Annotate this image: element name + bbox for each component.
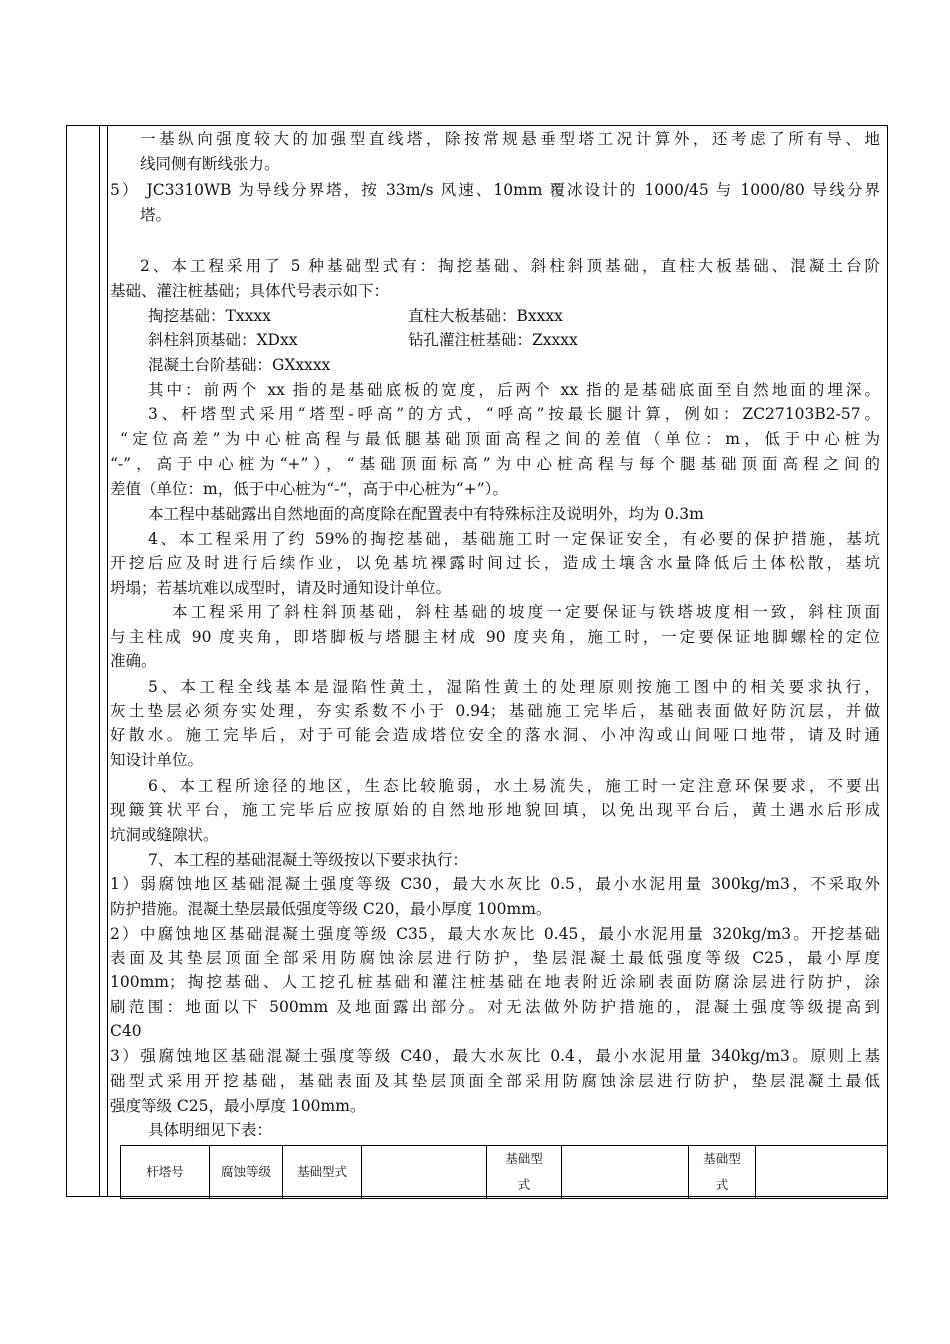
- header-cell-blank: [562, 1146, 689, 1199]
- header-cell-text: 基础型: [703, 1151, 741, 1166]
- paragraph-line: 强度等级 C25，最小厚度 100mm。: [110, 1097, 366, 1115]
- paragraph-line: 线同侧有断线张力。: [140, 155, 280, 173]
- detail-table: [120, 1145, 888, 1199]
- header-cell-corrosion-level: 腐蚀等级: [210, 1146, 283, 1199]
- code-entry: 钻孔灌注桩基础：Zxxxx: [408, 331, 578, 349]
- header-cell-blank: [362, 1146, 487, 1199]
- paragraph-line: 其中：前两个 xx 指的是基础底板的宽度，后两个 xx 指的是基础底面至自然地面的埋深。: [148, 381, 880, 399]
- paragraph-line: 开挖后应及时进行后续作业，以免基坑裸露时间过长，造成土壤含水量降低后土体松散，基坑: [110, 554, 880, 572]
- paragraph-line: 现簸箕状平台，施工完毕后应按原始的自然地形地貌回填，以免出现平台后，黄土遇水后形成: [110, 801, 880, 819]
- paragraph-line: 准确。: [110, 652, 157, 670]
- code-entry: 混凝土台阶基础：GXxxxx: [148, 356, 331, 374]
- paragraph-line: 100mm；掏挖基础、人工挖孔桩基础和灌注桩基础在地表附近涂刷表面防腐涂层进行防护，涂: [110, 973, 880, 991]
- table-header-row: [121, 1146, 888, 1199]
- header-cell-foundation-type-3: [689, 1146, 756, 1199]
- paragraph-line: C40: [110, 1022, 142, 1040]
- paragraph-line: “-”，高于中心桩为“+”），“基础顶面标高”为中心桩高程与每个腿基础顶面高程之间的: [110, 455, 880, 473]
- code-entry: 直柱大板基础：Bxxxx: [408, 307, 563, 325]
- paragraph-line: 防护措施。混凝土垫层最低强度等级 C20，最小厚度 100mm。: [110, 900, 552, 918]
- header-cell-text: 式: [517, 1177, 531, 1192]
- paragraph-line: 差值（单位：m，低于中心桩为“-”，高于中心桩为“+”）。: [110, 480, 508, 498]
- left-narrow-column: [100, 125, 108, 1197]
- paragraph-line: 本工程采用了斜柱斜顶基础，斜柱基础的坡度一定要保证与铁塔坡度相一致，斜柱顶面: [172, 603, 880, 621]
- paragraph-line: 具体明细见下表：: [148, 1121, 273, 1139]
- paragraph-line: 坑洞或缝隙状。: [110, 826, 219, 844]
- paragraph-line: 5） JC3310WB 为导线分界塔，按 33m/s 风速、10mm 覆冰设计的 1000/45 与 1000/80 导线分界: [110, 181, 880, 199]
- header-cell-text: 基础型: [505, 1151, 543, 1166]
- left-margin-column: [66, 125, 100, 1197]
- paragraph-line: 3、杆塔型式采用“塔型-呼高”的方式，“呼高”按最长腿计算，例如：ZC27103B2-57。: [148, 405, 880, 423]
- paragraph-line: 刷范围：地面以下 500mm 及地面露出部分。对无法做外防护措施的，混凝土强度等级提高到: [110, 998, 880, 1016]
- paragraph-line: 塔。: [140, 206, 172, 224]
- header-cell-foundation-type: 基础型式: [283, 1146, 362, 1199]
- header-cell-blank: [756, 1146, 888, 1199]
- paragraph-line: 7、本工程的基础混凝土等级按以下要求执行：: [148, 851, 468, 869]
- paragraph-line: 表面及其垫层顶面全部采用防腐蚀涂层进行防护，垫层混凝土最低强度等级 C25，最小厚度: [110, 949, 880, 967]
- paragraph-line: “定位高差”为中心桩高程与最低腿基础顶面高程之间的差值（单位：m，低于中心桩为: [120, 430, 880, 448]
- paragraph-line: 知设计单位。: [110, 751, 204, 769]
- paragraph-line: 2、本工程采用了 5 种基础型式有：掏挖基础、斜柱斜顶基础，直柱大板基础、混凝土台阶: [140, 257, 880, 275]
- header-cell-foundation-type-2: [487, 1146, 562, 1199]
- header-cell-text: 式: [715, 1177, 729, 1192]
- paragraph-line: 基础、灌注桩基础；具体代号表示如下：: [110, 282, 390, 300]
- paragraph-line: 2）中腐蚀地区基础混凝土强度等级 C35，最大水灰比 0.45，最小水泥用量 320kg/m3。开挖基础: [110, 925, 880, 943]
- paragraph-line: 灰土垫层必须夯实处理，夯实系数不小于 0.94；基础施工完毕后，基础表面做好防沉层，并做: [110, 702, 880, 720]
- paragraph-line: 6、本工程所途径的地区，生态比较脆弱，水土易流失，施工时一定注意环保要求，不要出: [148, 777, 880, 795]
- paragraph-line: 1）弱腐蚀地区基础混凝土强度等级 C30，最大水灰比 0.5，最小水泥用量 300kg/m3，不采取外: [110, 875, 880, 893]
- paragraph-line: 本工程中基础露出自然地面的高度除在配置表中有特殊标注及说明外，均为 0.3m: [148, 505, 704, 523]
- code-entry: 掏挖基础：Txxxx: [148, 307, 271, 325]
- paragraph-line: 坍塌；若基坑难以成型时，请及时通知设计单位。: [110, 579, 452, 597]
- paragraph-line: 础型式采用开挖基础，基础表面及其垫层顶面全部采用防腐蚀涂层进行防护，垫层混凝土最低: [110, 1072, 880, 1090]
- code-entry: 斜柱斜顶基础：XDxx: [148, 331, 298, 349]
- paragraph-line: 4、本工程采用了约 59%的掏挖基础，基础施工时一定保证安全，有必要的保护措施，基坑: [148, 530, 880, 548]
- paragraph-line: 好散水。施工完毕后，对于可能会造成塔位安全的落水洞、小冲沟或山间哑口地带，请及时通: [110, 726, 880, 744]
- header-cell-tower-no: 杆塔号: [121, 1146, 210, 1199]
- paragraph-line: 一基纵向强度较大的加强型直线塔，除按常规悬垂型塔工况计算外，还考虑了所有导、地: [140, 130, 880, 148]
- paragraph-line: 3）强腐蚀地区基础混凝土强度等级 C40，最大水灰比 0.4，最小水泥用量 340kg/m3。原则上基: [110, 1047, 880, 1065]
- paragraph-line: 5、本工程全线基本是湿陷性黄土，湿陷性黄土的处理原则按施工图中的相关要求执行，: [148, 678, 880, 696]
- paragraph-line: 与主柱成 90 度夹角，即塔脚板与塔腿主材成 90 度夹角，施工时，一定要保证地脚螺栓的定位: [110, 628, 880, 646]
